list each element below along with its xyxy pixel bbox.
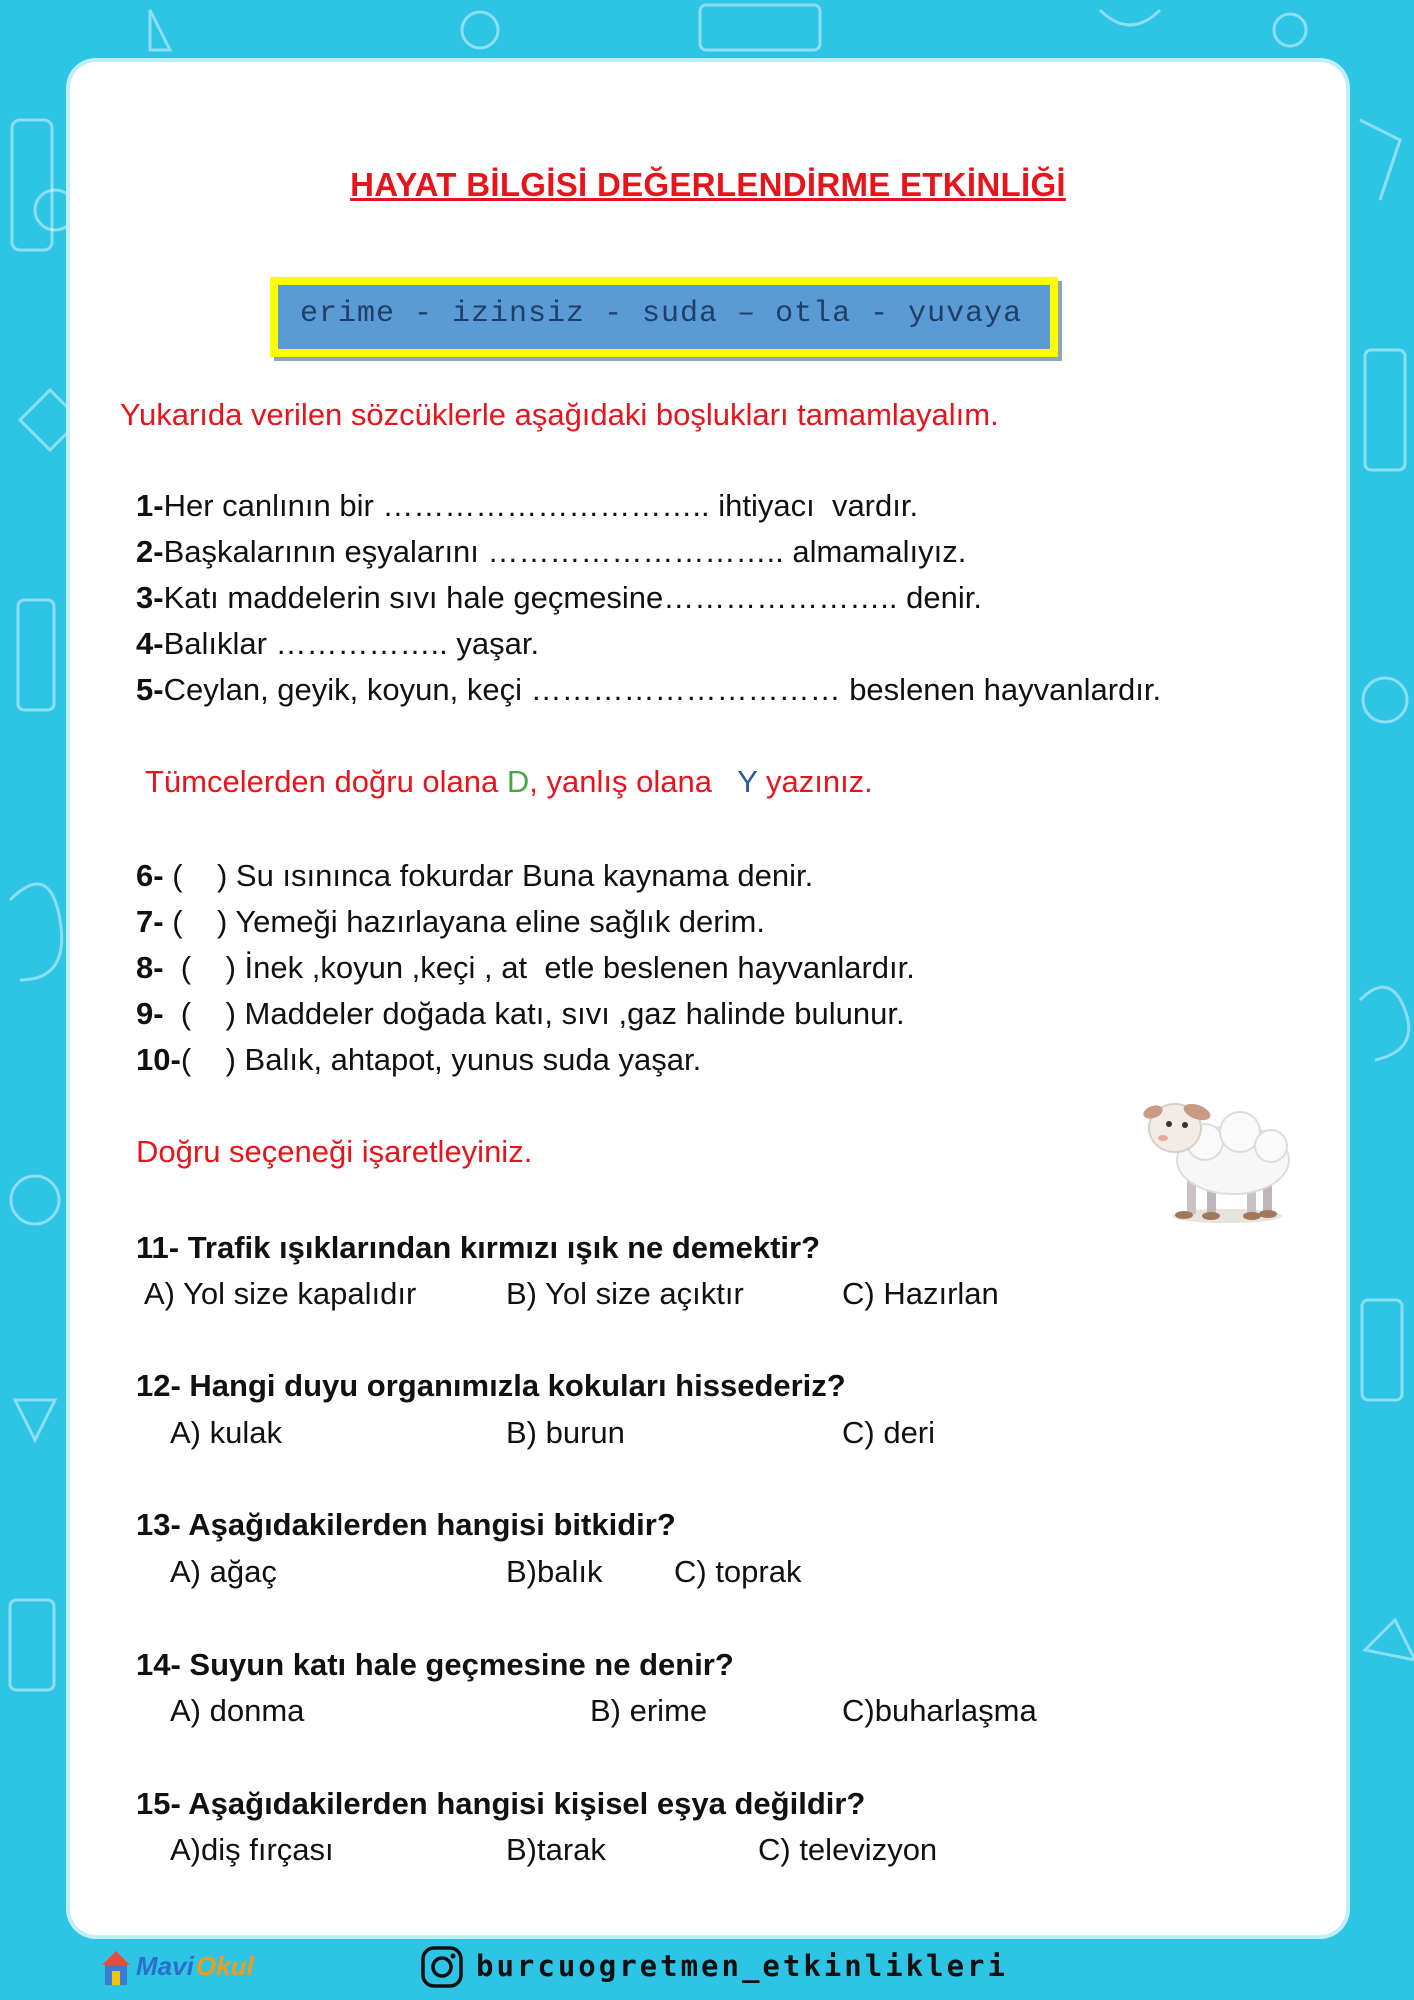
house-icon [98, 1947, 134, 1987]
tf-item-8: 8- ( ) İnek ,koyun ,keçi , at etle beslenen hayvanlardır. [136, 950, 915, 985]
page-title: HAYAT BİLGİSİ DEĞERLENDİRME ETKİNLİĞİ [350, 166, 1066, 203]
mc-q15-option-c: C) televizyon [758, 1832, 938, 1867]
section3-instruction: Doğru seçeneği işaretleyiniz. [136, 1134, 533, 1169]
tf-item-6: 6- ( ) Su ısınınca fokurdar Buna kaynama denir. [136, 858, 814, 893]
mc-q14-option-c: C)buharlaşma [842, 1693, 1037, 1728]
logo-text-mavi: Mavi [136, 1951, 194, 1981]
word-bank-box [270, 277, 1058, 357]
tf-item-10: 10-( ) Balık, ahtapot, yunus suda yaşar. [136, 1042, 702, 1077]
instagram-icon [420, 1945, 464, 1989]
mc-q12-option-b: B) burun [506, 1415, 625, 1450]
mc-q12-option-c: C) deri [842, 1415, 936, 1450]
worksheet-page [70, 62, 1346, 1935]
mc-q13-option-c: C) toprak [674, 1554, 802, 1589]
sheep-illustration [1135, 1080, 1295, 1230]
fill-item-5: 5-Ceylan, geyik, koyun, keçi ………………………… beslenen hayvanlardır. [136, 672, 1162, 707]
mc-question-11: 11- Trafik ışıklarından kırmızı ışık ne demektir? [136, 1230, 821, 1265]
section1-instruction: Yukarıda verilen sözcüklerle aşağıdaki boşlukları tamamlayalım. [120, 397, 999, 432]
mc-q11-option-b: B) Yol size açıktır [506, 1276, 744, 1311]
mc-q13-option-a: A) ağaç [170, 1554, 277, 1589]
tf-item-9: 9- ( ) Maddeler doğada katı, sıvı ,gaz halinde bulunur. [136, 996, 905, 1031]
mc-q14-option-b: B) erime [590, 1693, 708, 1728]
fill-item-3: 3-Katı maddelerin sıvı hale geçmesine………………….. denir. [136, 580, 982, 615]
mc-question-13: 13- Aşağıdakilerden hangisi bitkidir? [136, 1507, 676, 1542]
instagram-handle-text: burcuogretmen_etkinlikleri [476, 1949, 1008, 1983]
mc-q11-option-c: C) Hazırlan [842, 1276, 999, 1311]
section2-instruction: Tümcelerden doğru olana D, yanlış olana Y yazınız. [145, 764, 873, 799]
mc-q13-option-b: B)balık [506, 1554, 603, 1589]
mc-question-14: 14- Suyun katı hale geçmesine ne denir? [136, 1647, 734, 1682]
fill-item-1: 1-Her canlının bir ………………………….. ihtiyacı vardır. [136, 488, 919, 523]
mc-q15-option-a: A)diş fırçası [170, 1832, 334, 1867]
tf-item-7: 7- ( ) Yemeği hazırlayana eline sağlık derim. [136, 904, 765, 939]
word-bank-text: erime - izinsiz - suda – otla - yuvaya [300, 297, 1023, 331]
fill-item-2: 2-Başkalarının eşyalarını ……………………….. almamalıyız. [136, 534, 967, 569]
mc-q14-option-a: A) donma [170, 1693, 305, 1728]
logo-text-okul: Okul [196, 1951, 254, 1981]
mc-q11-option-a: A) Yol size kapalıdır [144, 1276, 417, 1311]
mc-q15-option-b: B)tarak [506, 1832, 606, 1867]
mc-question-12: 12- Hangi duyu organımızla kokuları hissederiz? [136, 1368, 846, 1403]
mc-question-15: 15- Aşağıdakilerden hangisi kişisel eşya değildir? [136, 1786, 866, 1821]
mc-q12-option-a: A) kulak [170, 1415, 282, 1450]
fill-item-4: 4-Balıklar …………….. yaşar. [136, 626, 540, 661]
